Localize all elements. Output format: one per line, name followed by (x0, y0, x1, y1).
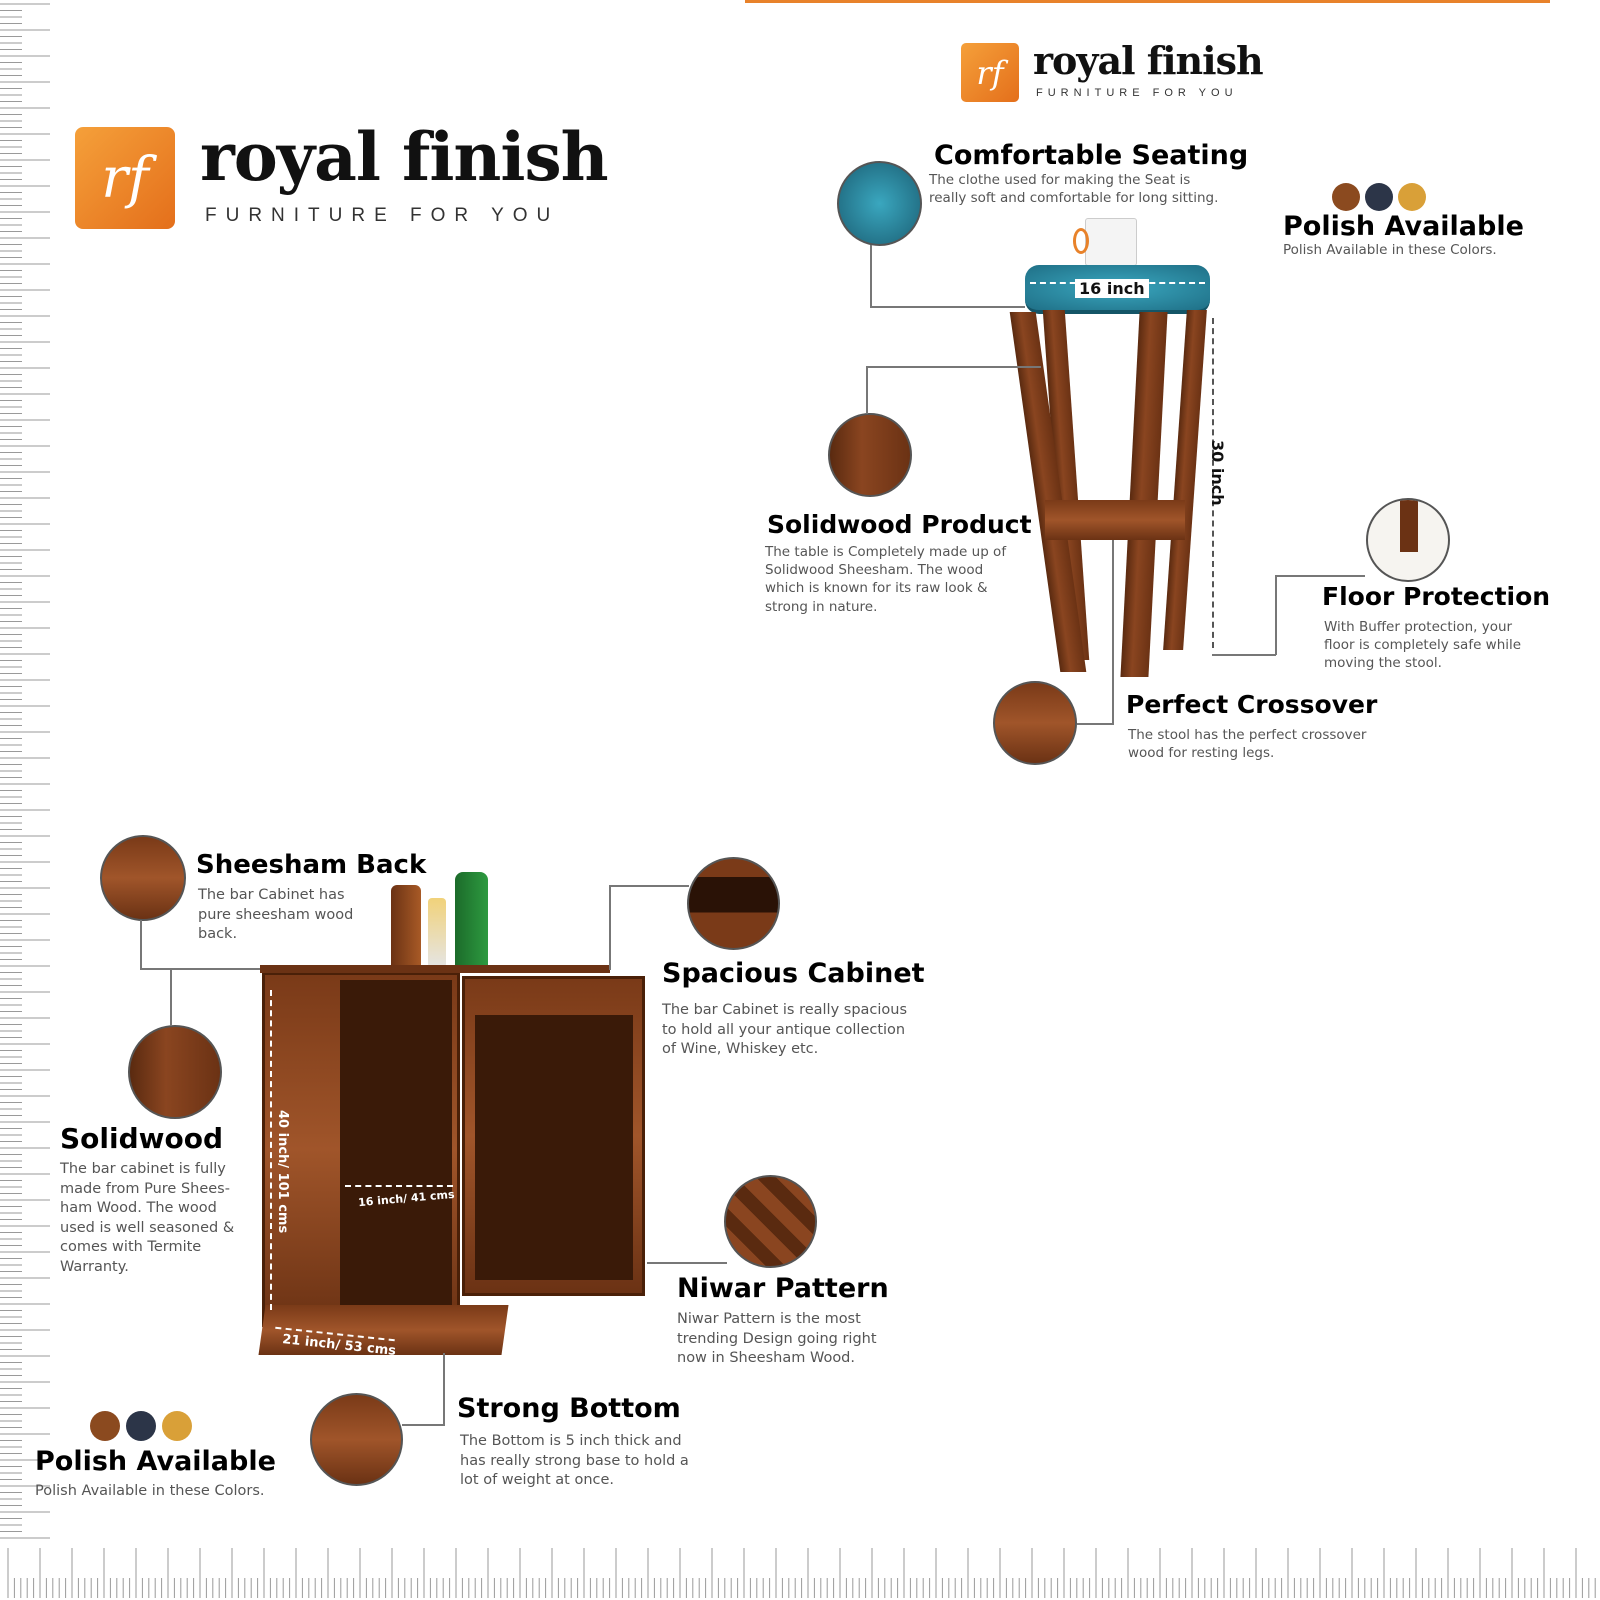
solidwood-grain-thumbnail (128, 1025, 222, 1119)
honey-swatch (1398, 183, 1426, 211)
connector-line (609, 885, 689, 887)
logo-monogram-icon: rf (961, 43, 1019, 102)
connector-line (1275, 575, 1365, 577)
feature-desc: The bar cabinet is fully made from Pure Shees- ham Wood. The wood used is well seasoned & comes with Termite Warranty. (60, 1161, 235, 1275)
cabinet-top (260, 965, 610, 973)
cabinet-interior (340, 980, 452, 1315)
bottle-icon (455, 872, 488, 970)
feature-title: Spacious Cabinet (662, 958, 925, 989)
navy-swatch (1365, 183, 1393, 211)
connector-line (870, 306, 1025, 308)
connector-line (609, 885, 611, 970)
feature-title: Sheesham Back (196, 850, 427, 880)
feature-title: Perfect Crossover (1126, 690, 1378, 719)
floor-buffer-thumbnail (1366, 498, 1450, 582)
feature-desc: Polish Available in these Colors. (35, 1483, 265, 1499)
stool-crossbar (1045, 500, 1185, 540)
brand-name: royal finish (200, 118, 608, 196)
feature-title: Polish Available (1283, 211, 1524, 242)
bottle-icon (391, 885, 421, 970)
bottom-ruler (0, 1540, 1600, 1600)
feature-title: Solidwood Product (767, 510, 1032, 539)
top-accent-bar (745, 0, 1550, 3)
cabinet-depth-label: 16 inch/ 41 cms (357, 1187, 455, 1210)
feature-desc: With Buffer protection, your floor is completely safe while moving the stool. (1324, 619, 1522, 672)
feature-title: Solidwood (60, 1122, 224, 1155)
height-dash-line (270, 990, 272, 1310)
feature-desc: The table is Completely made up of Solidwood Sheesham. The wood which is known for its raw look & strong in nature. (765, 544, 1007, 615)
feature-desc: The bar Cabinet is really spacious to hold all your antique collection of Wine, Whiskey etc. (662, 1002, 908, 1058)
feature-title: Floor Protection (1322, 582, 1551, 611)
feature-desc: The clothe used for making the Seat is really soft and comfortable for long sitting. (929, 172, 1219, 207)
connector-line (140, 920, 142, 970)
feature-desc: The Bottom is 5 inch thick and has really strong base to hold a lot of weight at once. (460, 1433, 689, 1489)
connector-line (870, 245, 872, 307)
door-interior (475, 1015, 633, 1280)
connector-line (647, 1262, 727, 1264)
strong-bottom-thumbnail (310, 1393, 403, 1486)
connector-line (866, 366, 1041, 368)
walnut-swatch (1332, 183, 1360, 211)
mug-icon (1085, 218, 1137, 266)
feature-desc: Polish Available in these Colors. (1283, 242, 1497, 258)
left-ruler (0, 0, 52, 1600)
feature-title: Strong Bottom (457, 1393, 681, 1424)
cabinet-height-label: 40 inch/ 101 cms (275, 1110, 290, 1234)
feature-desc: The bar Cabinet has pure sheesham wood back. (198, 887, 354, 943)
glass-icon (428, 898, 446, 968)
sheesham-back-thumbnail (100, 835, 186, 921)
connector-line (170, 970, 172, 1026)
stool-leg-front-right (1120, 312, 1167, 677)
connector-line (140, 968, 260, 970)
connector-line (1212, 654, 1276, 656)
niwar-pattern-thumbnail (724, 1175, 817, 1268)
mug-handle (1073, 228, 1089, 254)
depth-dash-line (345, 1185, 453, 1187)
crossover-thumbnail (993, 681, 1077, 765)
brand-tagline: FURNITURE FOR YOU (1036, 87, 1238, 99)
seat-fabric-thumbnail (837, 161, 922, 246)
solidwood-leg-thumbnail (828, 413, 912, 497)
seat-dimension-label: 16 inch (1075, 279, 1149, 298)
spacious-cabinet-thumbnail (687, 857, 780, 950)
honey-swatch (162, 1411, 192, 1441)
connector-line (866, 366, 868, 414)
feature-title: Comfortable Seating (934, 140, 1249, 171)
connector-line (402, 1424, 445, 1426)
cabinet-width-label: 21 inch/ 53 cms (281, 1332, 397, 1359)
brand-tagline: FURNITURE FOR YOU (205, 205, 560, 226)
connector-line (1077, 723, 1114, 725)
walnut-swatch (90, 1411, 120, 1441)
brand-name: royal finish (1033, 38, 1263, 83)
feature-desc: The stool has the perfect crossover wood for resting legs. (1128, 727, 1367, 762)
feature-title: Polish Available (35, 1446, 276, 1477)
logo-monogram-icon: rf (75, 127, 175, 229)
connector-line (1275, 575, 1277, 655)
feature-title: Niwar Pattern (677, 1273, 889, 1304)
navy-swatch (126, 1411, 156, 1441)
connector-line (443, 1353, 445, 1426)
connector-line (1112, 540, 1114, 725)
stool-leg-back-right (1163, 310, 1207, 650)
stool-height-label: 30 inch (1208, 440, 1227, 506)
feature-desc: Niwar Pattern is the most trending Design going right now in Sheesham Wood. (677, 1311, 877, 1367)
